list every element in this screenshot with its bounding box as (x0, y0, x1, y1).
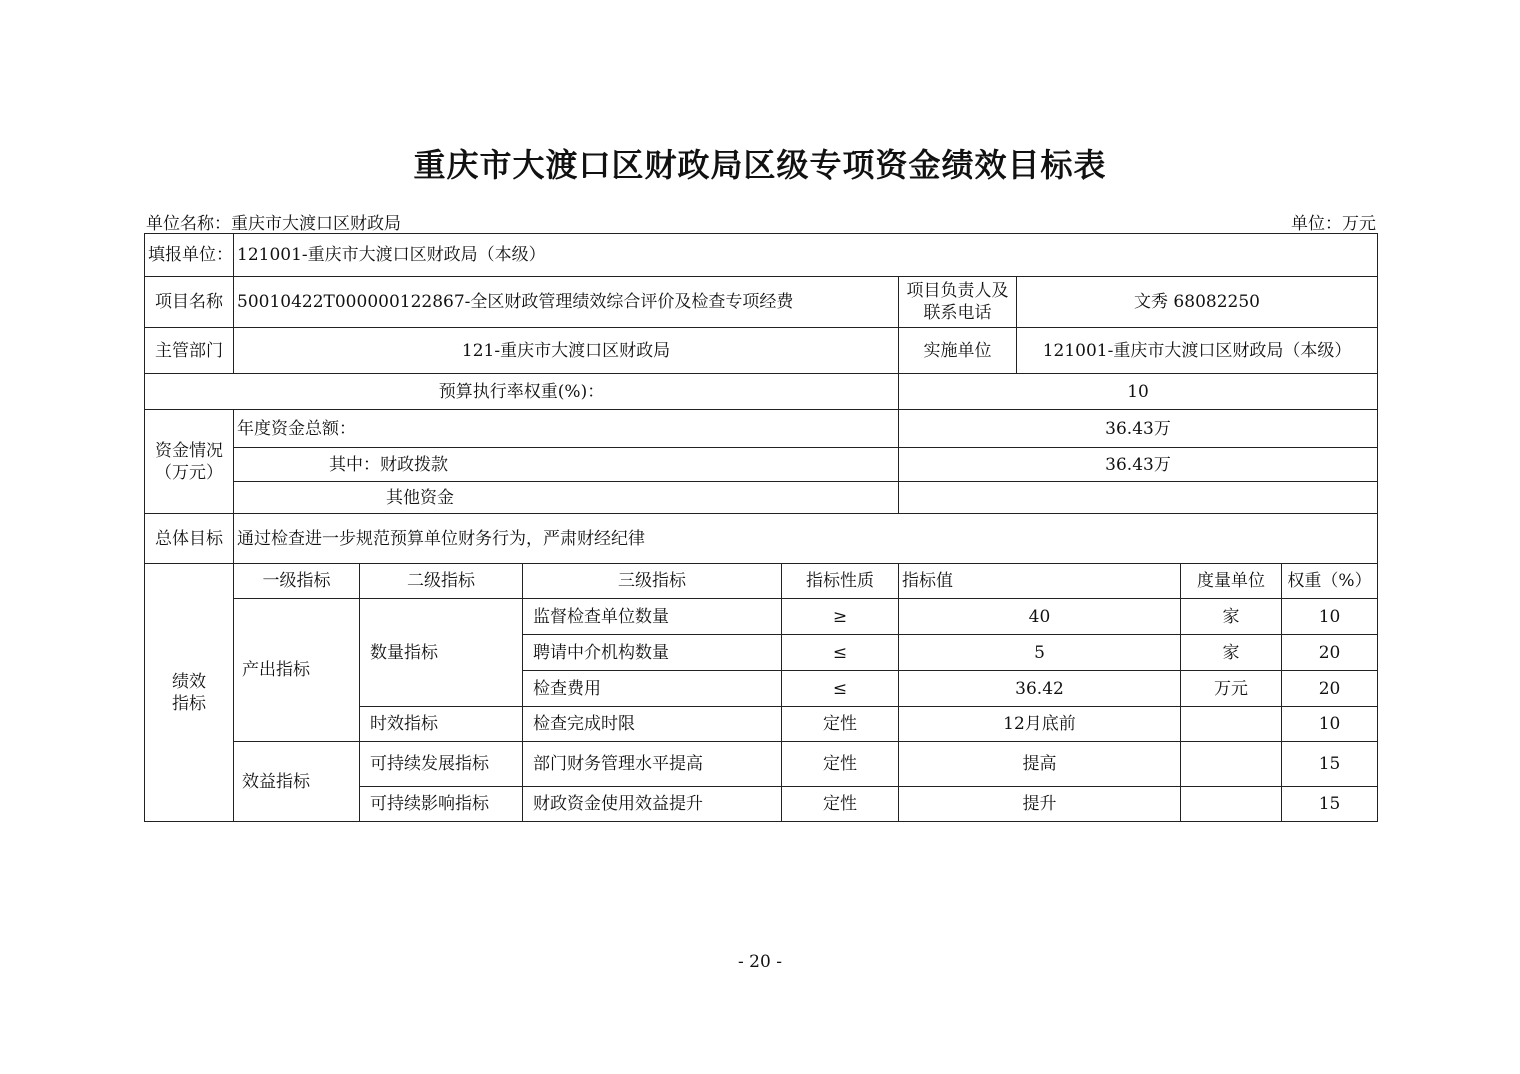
l2-sustainable-dev: 可持续发展指标 (360, 742, 523, 787)
goal-value: 通过检查进一步规范预算单位财务行为，严肃财经纪律 (234, 514, 1378, 564)
item-nature: ≤ (782, 635, 899, 671)
item-value: 12月底前 (899, 707, 1181, 742)
header-weight: 权重（%） (1282, 564, 1378, 599)
perf-label: 绩效指标 (145, 564, 234, 822)
item-nature: ≤ (782, 671, 899, 707)
header-nature: 指标性质 (782, 564, 899, 599)
item-value: 提升 (899, 787, 1181, 822)
item-value: 36.42 (899, 671, 1181, 707)
item-value: 40 (899, 599, 1181, 635)
item-nature: 定性 (782, 742, 899, 787)
total-value: 36.43万 (899, 410, 1378, 448)
project-name-value: 50010422T000000122867-全区财政管理绩效综合评价及检查专项经费 (234, 277, 899, 328)
project-name-label: 项目名称 (145, 277, 234, 328)
page-number: - 20 - (738, 952, 782, 972)
item-nature: 定性 (782, 787, 899, 822)
item-weight: 15 (1282, 742, 1378, 787)
header-value: 指标值 (899, 564, 1181, 599)
item-weight: 15 (1282, 787, 1378, 822)
unit-name: 单位名称：重庆市大渡口区财政局 (146, 214, 401, 234)
other-label: 其他资金 (234, 482, 899, 514)
item-weight: 20 (1282, 635, 1378, 671)
dept-label: 主管部门 (145, 328, 234, 374)
item-unit: 家 (1181, 599, 1282, 635)
budget-value: 10 (899, 374, 1378, 410)
fill-unit-value: 121001-重庆市大渡口区财政局（本级） (234, 234, 1378, 277)
item-nature: 定性 (782, 707, 899, 742)
fiscal-label: 其中：财政拨款 (234, 448, 899, 482)
l2-timeliness: 时效指标 (360, 707, 523, 742)
item-value: 5 (899, 635, 1181, 671)
goal-label: 总体目标 (145, 514, 234, 564)
impl-value: 121001-重庆市大渡口区财政局（本级） (1017, 328, 1378, 374)
l2-quantity: 数量指标 (360, 599, 523, 707)
fund-label: 资金情况（万元） (145, 410, 234, 514)
header-l1: 一级指标 (234, 564, 360, 599)
impl-label: 实施单位 (899, 328, 1017, 374)
item-weight: 10 (1282, 599, 1378, 635)
item-name: 检查费用 (523, 671, 782, 707)
currency-unit: 单位：万元 (1291, 214, 1376, 234)
dept-value: 121-重庆市大渡口区财政局 (234, 328, 899, 374)
contact-label: 项目负责人及联系电话 (899, 277, 1017, 328)
header-unit: 度量单位 (1181, 564, 1282, 599)
other-value (899, 482, 1378, 514)
fiscal-value: 36.43万 (899, 448, 1378, 482)
item-unit: 家 (1181, 635, 1282, 671)
item-unit (1181, 787, 1282, 822)
item-weight: 20 (1282, 671, 1378, 707)
l1-output: 产出指标 (234, 599, 360, 742)
fill-unit-label: 填报单位： (145, 234, 234, 277)
header-l3: 三级指标 (523, 564, 782, 599)
item-weight: 10 (1282, 707, 1378, 742)
item-name: 监督检查单位数量 (523, 599, 782, 635)
item-name: 部门财务管理水平提高 (523, 742, 782, 787)
item-unit: 万元 (1181, 671, 1282, 707)
contact-value: 文秀 68082250 (1017, 277, 1378, 328)
item-name: 财政资金使用效益提升 (523, 787, 782, 822)
item-unit (1181, 742, 1282, 787)
item-name: 检查完成时限 (523, 707, 782, 742)
item-value: 提高 (899, 742, 1181, 787)
document-title: 重庆市大渡口区财政局区级专项资金绩效目标表 (413, 146, 1107, 184)
item-nature: ≥ (782, 599, 899, 635)
performance-target-table (144, 233, 1378, 822)
item-name: 聘请中介机构数量 (523, 635, 782, 671)
item-unit (1181, 707, 1282, 742)
budget-label: 预算执行率权重(%)： (145, 374, 899, 410)
l2-sustainable-impact: 可持续影响指标 (360, 787, 523, 822)
header-l2: 二级指标 (360, 564, 523, 599)
l1-benefit: 效益指标 (234, 742, 360, 822)
total-label: 年度资金总额： (234, 410, 899, 448)
